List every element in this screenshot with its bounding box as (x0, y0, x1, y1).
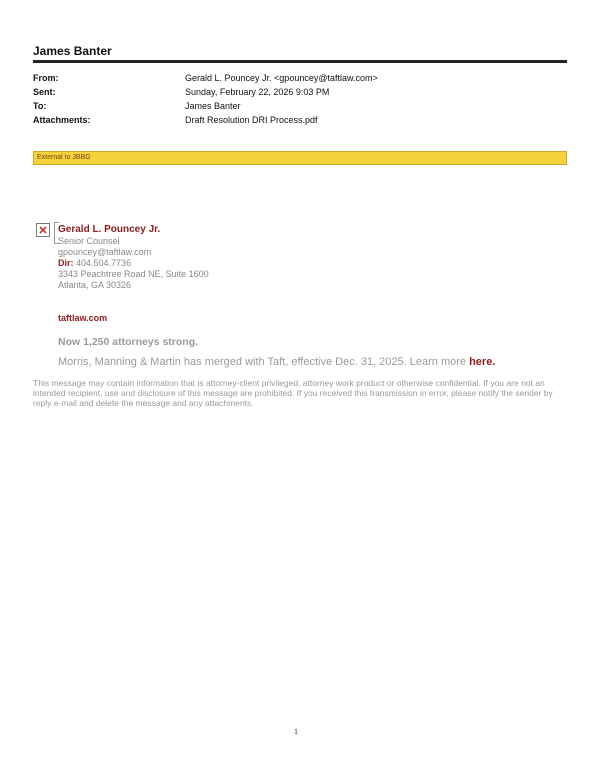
to-label: To: (33, 101, 47, 111)
external-banner (33, 151, 567, 165)
website-link[interactable]: taftlaw.com (58, 313, 108, 323)
from-label: From: (33, 73, 59, 83)
signature-title: Senior Counsel (58, 236, 120, 246)
learn-more-link[interactable]: here. (469, 356, 496, 368)
signature-name: Gerald L. Pouncey Jr. (58, 224, 161, 235)
from-value: Gerald L. Pouncey Jr. <gpouncey@taftlaw.com> (185, 73, 378, 83)
merger-text: Morris, Manning & Martin has merged with Taft, effective Dec. 31, 2025. Learn more (58, 356, 470, 368)
attachment-link[interactable]: Draft Resolution DRI Process.pdf (185, 115, 318, 125)
broken-image-icon (36, 223, 50, 237)
sent-label: Sent: (33, 87, 56, 97)
mailbox-owner: James Banter (33, 44, 112, 58)
header-rule (33, 60, 567, 63)
tagline: Now 1,250 attorneys strong. (58, 336, 199, 348)
external-banner-text: External to JBBG (37, 154, 91, 161)
signature-address-line2: Atlanta, GA 30326 (58, 280, 132, 290)
dir-label: Dir: (58, 258, 74, 268)
page-number: 1 (294, 727, 298, 736)
attachments-label: Attachments: (33, 115, 91, 125)
dir-phone[interactable]: 404.504.7736 (76, 258, 132, 268)
signature-phone (58, 258, 131, 268)
sent-value: Sunday, February 22, 2026 9:03 PM (185, 87, 330, 97)
confidentiality-disclaimer: This message may contain information that is attorney-client privileged, attorney work product or otherwise confidential. If you are not an intended recipient, use and disclosure of this message are prohibited. If you received this transmission in error, please notify the sender by reply e-mail and delete the message and any attachments. (33, 378, 553, 408)
to-value: James Banter (185, 101, 241, 111)
signature-address-line1: 3343 Peachtree Road NE, Suite 1600 (58, 269, 209, 279)
signature-email[interactable]: gpouncey@taftlaw.com (58, 247, 152, 257)
merger-notice (58, 356, 495, 368)
